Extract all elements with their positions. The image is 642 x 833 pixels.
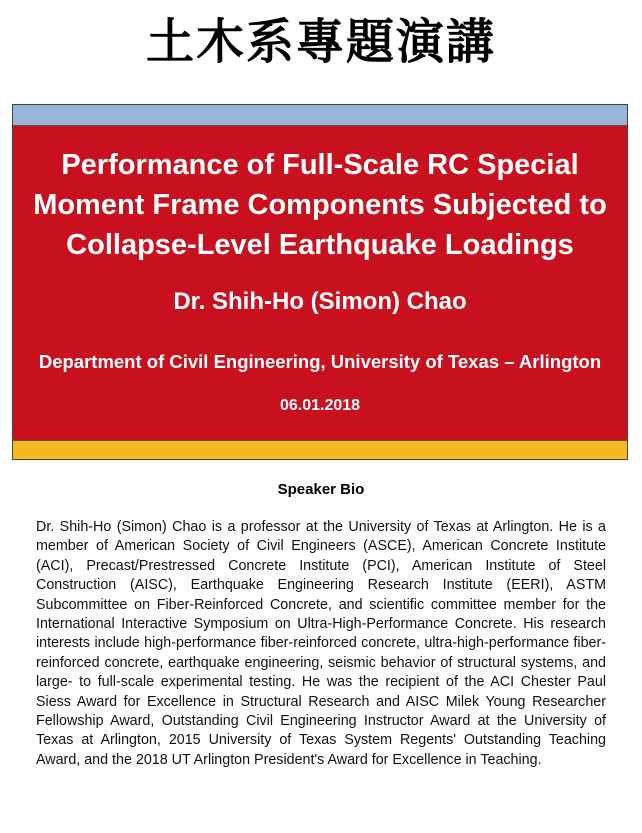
bio-heading: Speaker Bio (277, 481, 365, 498)
speaker-name: Dr. Shih-Ho (Simon) Chao (173, 288, 467, 315)
banner-bottom-band (13, 440, 627, 459)
talk-date: 06.01.2018 (279, 397, 361, 414)
talk-banner (12, 104, 628, 460)
talk-title: Performance of Full-Scale RC Special Moment Frame Components Subjected to Collapse-Level Earthquake Loadings (33, 149, 607, 261)
speaker-department: Department of Civil Engineering, University of Texas – Arlington (38, 351, 602, 372)
bio-text: Dr. Shih-Ho (Simon) Chao is a professor at the University of Texas at Arlington. He is a member of American Society of Civil Engineers (ASCE), American Concrete Institute (ACI), Precast/Prestressed Concrete Institute (PCI), American Institute of Steel Construction (AISC), Earthquake Engineering Research Institute (EERI), ASTM Subcommittee on Fiber-Reinforced Concrete, and scientific committee member for the International Interactive Symposium on Ultra-High-Performance Concrete. His research interests include high-performance fiber-reinforced concrete, ultra-high-performance fiber-reinforced concrete, earthquake engineering, seismic behavior of structural systems, and large- to full-scale experimental testing. He was the recipient of the ACI Chester Paul Siess Award for Excellence in Structural Research and AISC Milek Young Researcher Fellowship Award, Outstanding Civil Engineering Instructor Award at the University of Texas at Arlington, 2015 University of Texas System Regents' Outstanding Teaching Award, and the 2018 UT Arlington President's Award for Excellence in Teaching. (36, 519, 606, 768)
page-title: 土木系專題演講 (145, 14, 496, 70)
banner-top-band (13, 105, 627, 126)
